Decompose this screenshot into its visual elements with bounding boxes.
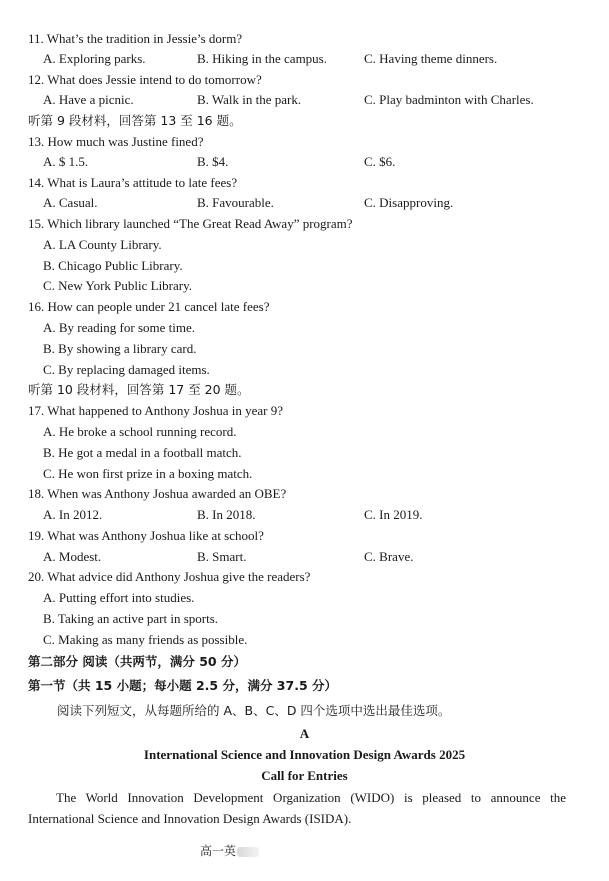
question-11 (0, 29, 609, 49)
question-stem: 20. What advice did Anthony Joshua give the readers? (28, 569, 311, 584)
directions (0, 701, 609, 721)
footer-text: 高一英 (200, 844, 237, 858)
option-b: B. In 2018. (197, 507, 256, 522)
option-c: C. Brave. (364, 549, 414, 564)
question-stem: 11. What’s the tradition in Jessie’s dorm? (28, 31, 243, 46)
directions-text: 阅读下列短文，从每题所给的 A、B、C、D 四个选项中选出最佳选项。 (57, 703, 451, 718)
question-stem: 18. When was Anthony Joshua awarded an OBE? (28, 486, 287, 501)
option-c: C. He won first prize in a boxing match. (43, 466, 253, 481)
question-13-options (0, 152, 609, 172)
option-c: C. Play badminton with Charles. (364, 92, 534, 107)
question-16-option-c (0, 360, 609, 380)
question-11-options (0, 49, 609, 69)
part-2-heading (0, 652, 609, 672)
question-13 (0, 132, 609, 152)
option-b: B. Walk in the park. (197, 92, 302, 107)
page-footer (200, 842, 259, 859)
option-a: A. Exploring parks. (43, 51, 146, 66)
question-20 (0, 567, 609, 587)
option-a: A. Modest. (43, 549, 102, 564)
question-12 (0, 70, 609, 90)
option-c: C. In 2019. (364, 507, 423, 522)
passage-letter: A (299, 726, 310, 741)
passage-title: International Science and Innovation Design Awards 2025 (143, 747, 466, 762)
instruction-text: 听第 10 段材料，回答第 17 至 20 题。 (28, 382, 250, 397)
question-12-options (0, 90, 609, 110)
passage-subtitle: Call for Entries (261, 768, 348, 783)
option-a: A. LA County Library. (43, 237, 162, 252)
option-b: B. $4. (197, 154, 229, 169)
section-1-heading (0, 676, 609, 696)
option-a: A. In 2012. (43, 507, 103, 522)
question-stem: 17. What happened to Anthony Joshua in year 9? (28, 403, 284, 418)
smudge-mark (237, 847, 259, 857)
question-19-options (0, 547, 609, 567)
question-14-options (0, 193, 609, 213)
option-a: A. Putting effort into studies. (43, 590, 195, 605)
question-19 (0, 526, 609, 546)
instruction-segment-9 (0, 111, 609, 131)
option-b: B. Smart. (197, 549, 247, 564)
question-16 (0, 297, 609, 317)
question-stem: 14. What is Laura’s attitude to late fees? (28, 175, 238, 190)
question-15-option-c (0, 276, 609, 296)
question-17-option-c (0, 464, 609, 484)
question-17-option-b (0, 443, 609, 463)
question-15-option-a (0, 235, 609, 255)
question-stem: 16. How can people under 21 cancel late fees? (28, 299, 270, 314)
option-a: A. He broke a school running record. (43, 424, 237, 439)
option-c: C. $6. (364, 154, 396, 169)
question-20-option-a (0, 588, 609, 608)
option-a: A. Have a picnic. (43, 92, 134, 107)
option-c: C. New York Public Library. (43, 278, 193, 293)
question-stem: 12. What does Jessie intend to do tomorrow? (28, 72, 262, 87)
question-20-option-b (0, 609, 609, 629)
question-20-option-c (0, 630, 609, 650)
option-a: A. $ 1.5. (43, 154, 89, 169)
passage-paragraph (28, 787, 566, 829)
instruction-text: 听第 9 段材料，回答第 13 至 16 题。 (28, 113, 242, 128)
question-17-option-a (0, 422, 609, 442)
option-b: B. Favourable. (197, 195, 274, 210)
option-b: B. Chicago Public Library. (43, 258, 183, 273)
option-b: B. By showing a library card. (43, 341, 197, 356)
option-b: B. Taking an active part in sports. (43, 611, 219, 626)
option-a: A. Casual. (43, 195, 98, 210)
question-14 (0, 173, 609, 193)
question-17 (0, 401, 609, 421)
question-18-options (0, 505, 609, 525)
paragraph-text: The World Innovation Development Organization (WIDO) is pleased to announce the International Science and Innovation Design Awards (ISIDA). (28, 790, 566, 826)
part-2-title: 第二部分 阅读（共两节，满分 50 分） (28, 654, 246, 669)
instruction-segment-10 (0, 380, 609, 400)
question-stem: 13. How much was Justine fined? (28, 134, 204, 149)
option-b: B. He got a medal in a football match. (43, 445, 242, 460)
question-18 (0, 484, 609, 504)
question-16-option-a (0, 318, 609, 338)
question-15 (0, 214, 609, 234)
option-b: B. Hiking in the campus. (197, 51, 327, 66)
section-1-title: 第一节（共 15 小题；每小题 2.5 分，满分 37.5 分） (28, 678, 337, 693)
option-c: C. Disapproving. (364, 195, 454, 210)
question-stem: 19. What was Anthony Joshua like at school? (28, 528, 264, 543)
option-c: C. By replacing damaged items. (43, 362, 210, 377)
option-c: C. Having theme dinners. (364, 51, 498, 66)
question-16-option-b (0, 339, 609, 359)
question-stem: 15. Which library launched “The Great Read Away” program? (28, 216, 353, 231)
option-c: C. Making as many friends as possible. (43, 632, 248, 647)
question-15-option-b (0, 256, 609, 276)
option-a: A. By reading for some time. (43, 320, 195, 335)
